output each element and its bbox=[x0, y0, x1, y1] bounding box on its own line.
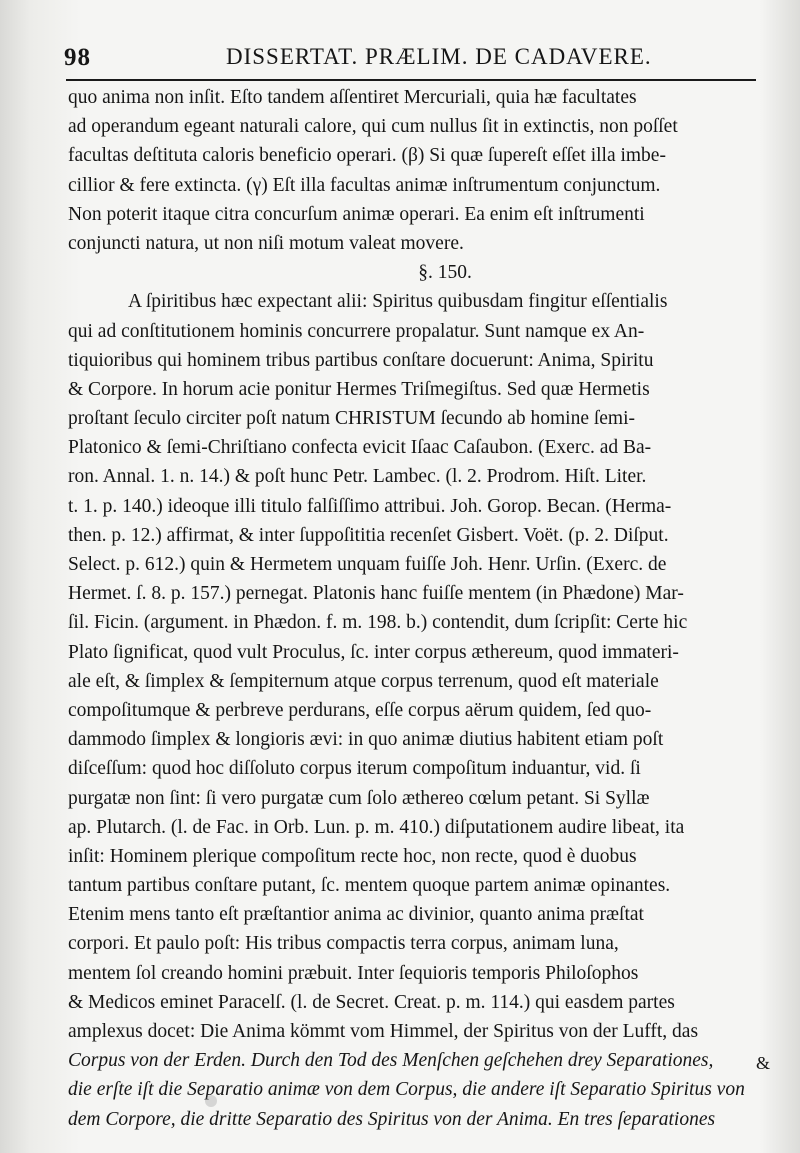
text-line: ſil. Ficin. (argument. in Phædon. f. m. 198. b.) contendit, dum ſcripſit: Certe hic bbox=[68, 612, 688, 634]
ink-smudge bbox=[205, 1095, 217, 1107]
text-line: & Corpore. In horum acie ponitur Hermes Triſmegiſtus. Sed quæ Hermetis bbox=[68, 378, 650, 400]
text-line: tantum partibus conſtare putant, ſc. mentem quoque partem animæ opinantes. bbox=[68, 875, 671, 897]
text-line: ad operandum egeant naturali calore, qui cum nullus ſit in extinctis, non poſſet bbox=[68, 116, 678, 138]
text-line: ap. Plutarch. (l. de Fac. in Orb. Lun. p. m. 410.) diſputationem audire libeat, ita bbox=[68, 816, 685, 838]
text-line: corpori. Et paulo poſt: His tribus compactis terra corpus, animam luna, bbox=[68, 933, 619, 955]
text-line: Non poterit itaque citra concurſum animæ operari. Ea enim eſt inſtrumenti bbox=[68, 203, 645, 225]
text-line: A ſpiritibus hæc expectant alii: Spiritus quibusdam fingitur eſſentialis bbox=[128, 291, 668, 313]
text-line: diſceſſum: quod hoc diſſoluto corpus iterum compoſitum induantur, vid. ſi bbox=[68, 758, 641, 780]
text-line: Plato ſignificat, quod vult Proculus, ſc. inter corpus æthereum, quod immateri- bbox=[68, 641, 679, 663]
page-number: 98 bbox=[64, 44, 91, 71]
text-line: ron. Annal. 1. n. 14.) & poſt hunc Petr. Lambec. (l. 2. Prodrom. Hiſt. Liter. bbox=[68, 466, 647, 488]
text-line: tiquioribus qui hominem tribus partibus conſtare docuerunt: Anima, Spiritu bbox=[68, 349, 654, 371]
text-line: Hermet. ſ. 8. p. 157.) pernegat. Platonis hanc fuiſſe mentem (in Phædone) Mar- bbox=[68, 583, 684, 605]
text-line: facultas deſtituta caloris beneficio operari. (β) Si quæ ſupereſt eſſet illa imbe- bbox=[68, 145, 666, 167]
body-text bbox=[68, 83, 762, 1134]
text-line: cillior & fere extincta. (γ) Eſt illa facultas animæ inſtrumentum conjunctum. bbox=[68, 174, 661, 196]
section-heading: §. 150. bbox=[418, 262, 472, 284]
text-line: Select. p. 612.) quin & Hermetem unquam fuiſſe Joh. Henr. Urſin. (Exerc. de bbox=[68, 554, 667, 575]
text-line: conjuncti natura, ut non niſi motum valeat movere. bbox=[68, 232, 464, 254]
text-line: ale eſt, & ſimplex & ſempiternum atque corpus terrenum, quod eſt materiale bbox=[68, 670, 659, 692]
text-line: t. 1. p. 140.) ideoque illi titulo falſiſſimo attribui. Joh. Gorop. Becan. (Herma- bbox=[68, 495, 672, 517]
text-line: qui ad conſtitutionem hominis concurrere propalatur. Sunt namque ex An- bbox=[68, 320, 645, 342]
running-title: DISSERTAT. PRÆLIM. DE CADAVERE. bbox=[226, 44, 652, 69]
text-line: inſit: Hominem plerique compoſitum recte hoc, non recte, quod è duobus bbox=[68, 845, 637, 867]
text-line: Platonico & ſemi-Chriſtiano confecta evicit Iſaac Caſaubon. (Exerc. ad Ba- bbox=[68, 437, 652, 459]
text-line: quo anima non inſit. Eſto tandem aſſentiret Mercuriali, quia hæ facultates bbox=[68, 87, 637, 108]
catchword: & bbox=[756, 1053, 771, 1073]
text-line: proſtant ſeculo circiter poſt natum CHRISTUM ſecundo ab homine ſemi- bbox=[68, 408, 635, 430]
header-rule bbox=[66, 79, 756, 81]
text-line: amplexus docet: Die Anima kömmt vom Himmel, der Spiritus von der Lufft, das bbox=[68, 1021, 699, 1042]
text-line: dem Corpore, die dritte Separatio des Spiritus von der Anima. En tres ſeparationes bbox=[68, 1108, 716, 1130]
text-line: mentem ſol creando homini præbuit. Inter ſequioris temporis Philoſophos bbox=[68, 962, 639, 984]
text-line: Etenim mens tanto eſt præſtantior anima ac divinior, quanto anima præſtat bbox=[68, 904, 644, 926]
text-line: dammodo ſimplex & longioris ævi: in quo animæ diutius habitent etiam poſt bbox=[68, 729, 664, 751]
text-line: die erſte iſt die Separatio animæ von dem Corpus, die andere iſt Separatio Spiritus von bbox=[68, 1079, 745, 1101]
text-line: compoſitumque & perbreve perdurans, eſſe corpus aërum quidem, ſed quo- bbox=[68, 699, 652, 721]
text-line: then. p. 12.) affirmat, & inter ſuppoſititia recenſet Gisbert. Voët. (p. 2. Diſput. bbox=[68, 524, 669, 546]
text-line: Corpus von der Erden. Durch den Tod des Menſchen geſchehen drey Separationes, bbox=[68, 1050, 714, 1072]
text-line: & Medicos eminet Paracelſ. (l. de Secret. Creat. p. m. 114.) qui easdem partes bbox=[68, 991, 675, 1013]
text-line: purgatæ non ſint: ſi vero purgatæ cum ſolo æthereo cœlum petant. Si Syllæ bbox=[68, 787, 650, 809]
page-header bbox=[64, 38, 764, 74]
